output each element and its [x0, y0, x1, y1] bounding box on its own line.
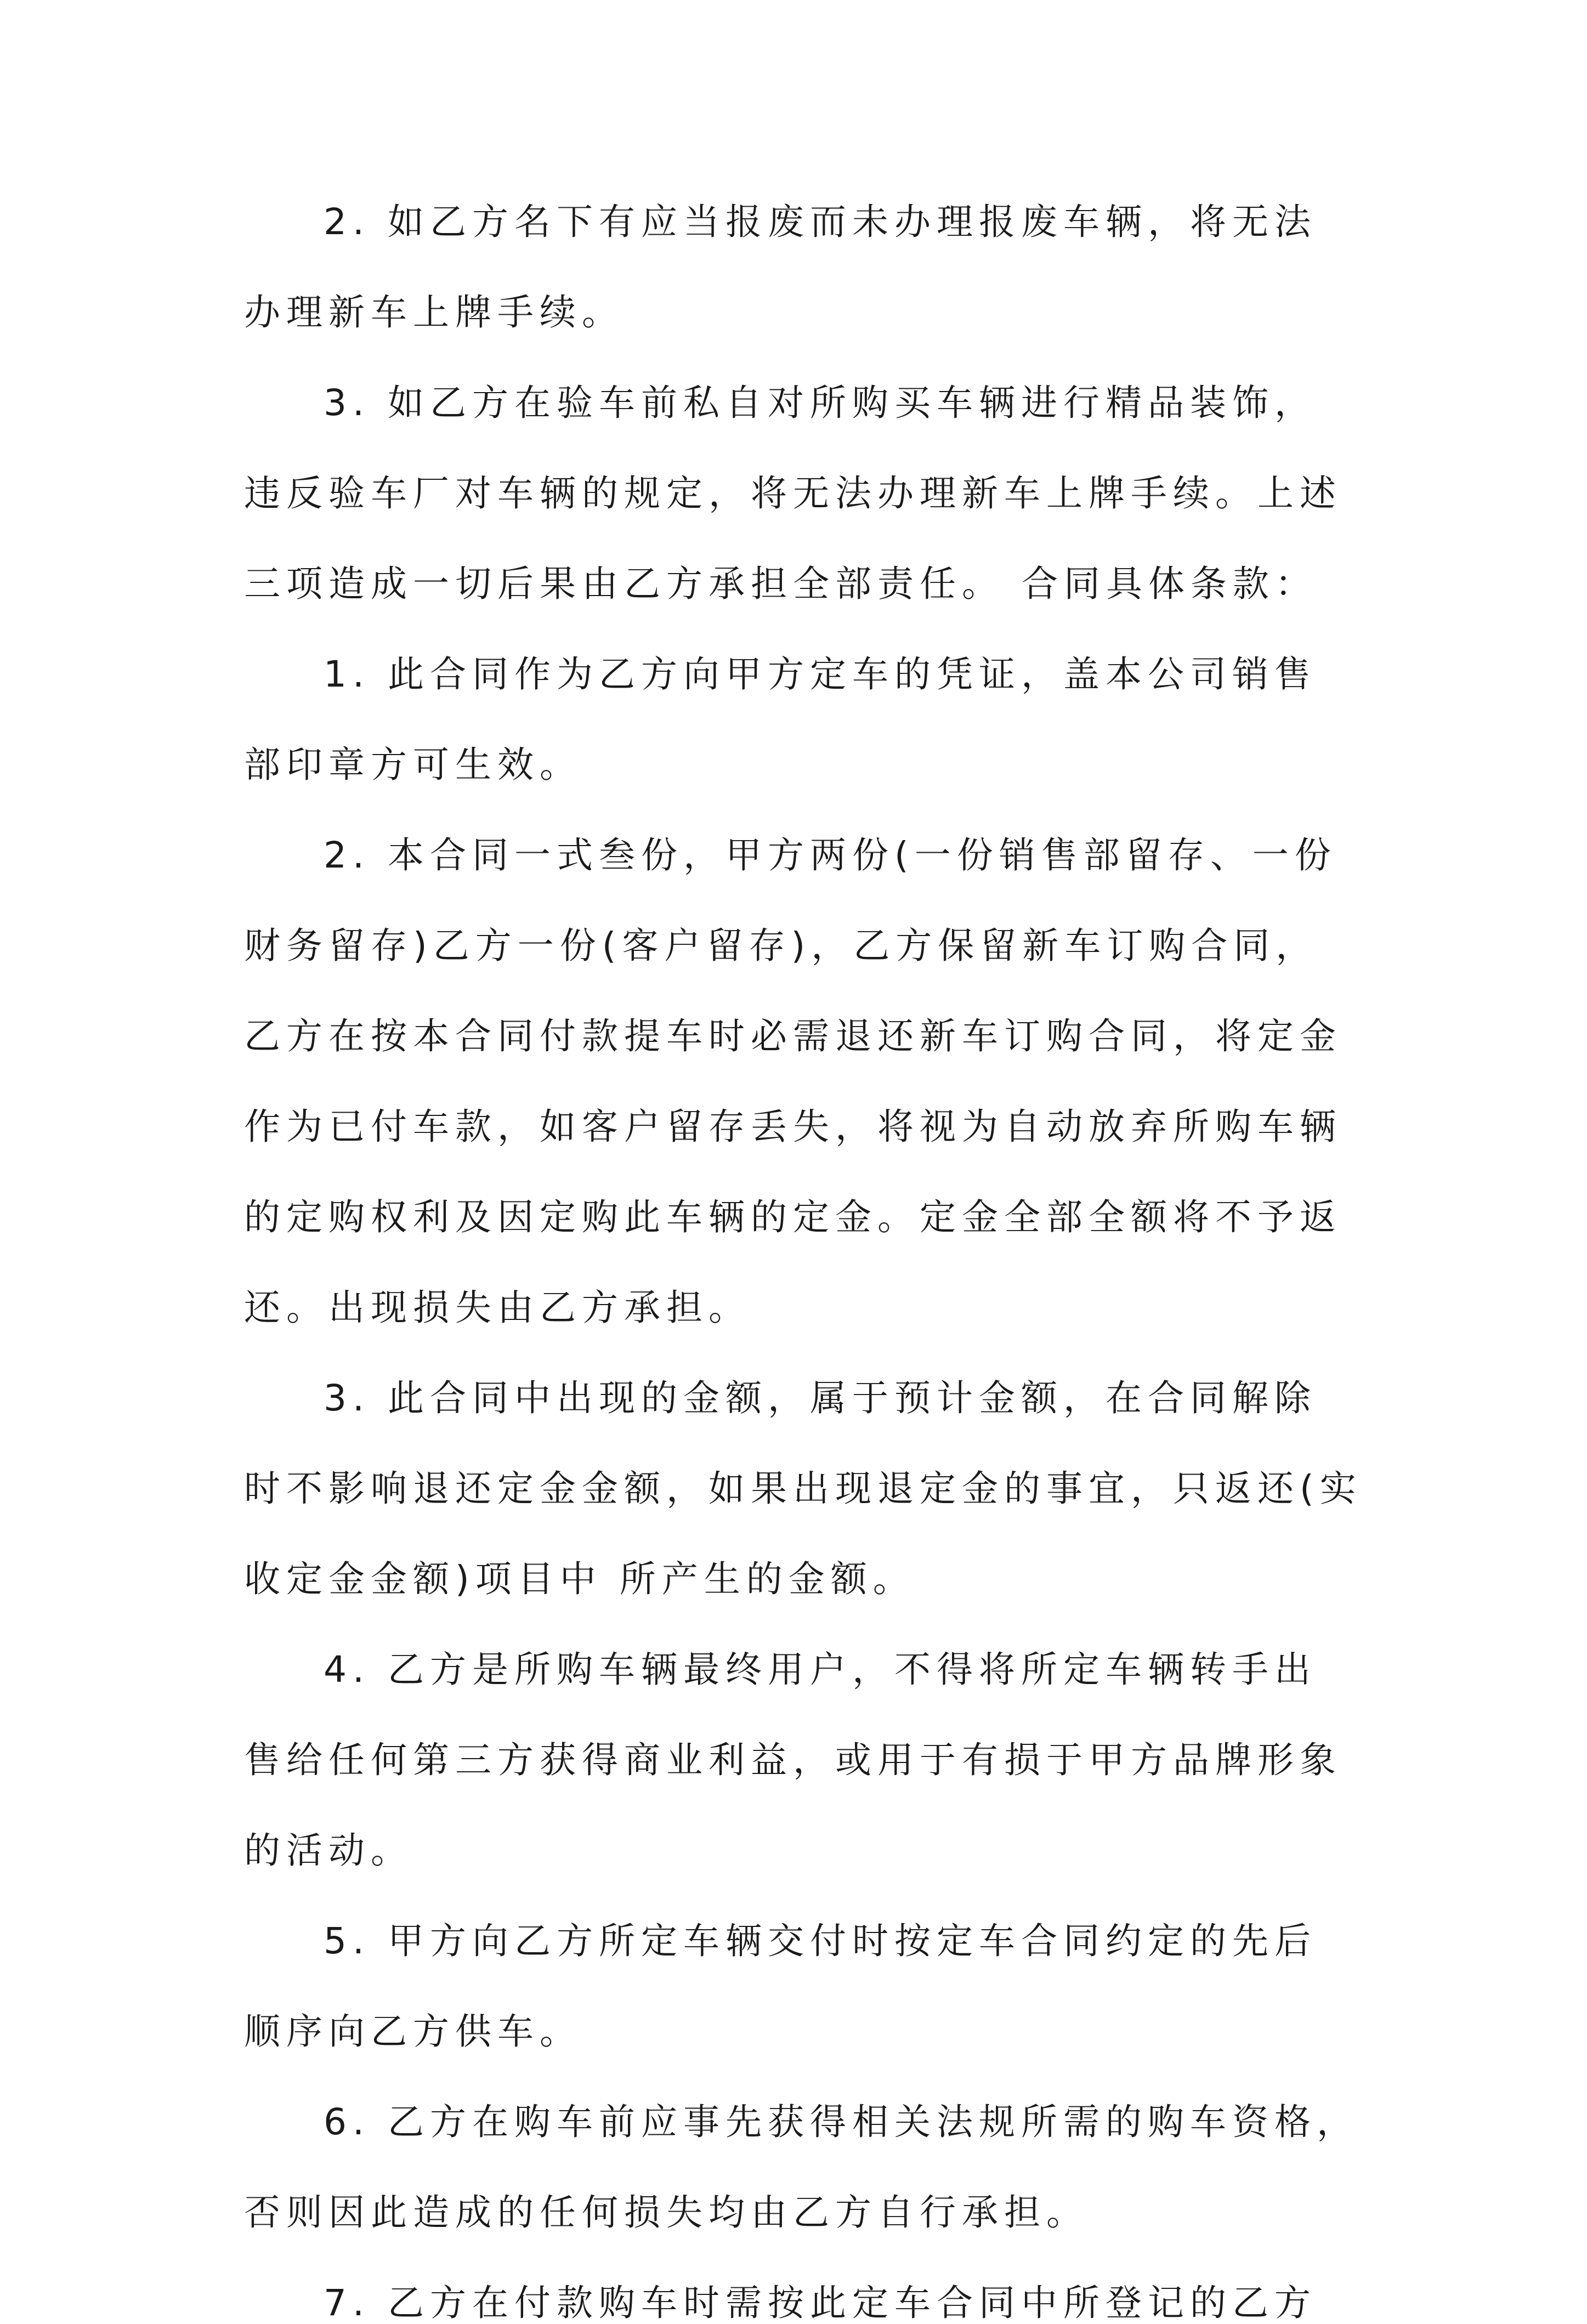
text-line-content: 1. 此合同作为乙方向甲方定车的凭证，盖本公司销售 — [324, 653, 1317, 695]
text-line-content: 7. 乙方在付款购车时需按此定车合同中所登记的乙方 — [324, 2282, 1317, 2324]
text-line-content: 收定金金额)项目中 所产生的金额。 — [244, 1558, 915, 1600]
text-line-content: 的定购权利及因定购此车辆的定金。定金全部全额将不予返 — [244, 1196, 1342, 1238]
text-line-content: 3. 如乙方在验车前私自对所购买车辆进行精品装饰， — [324, 382, 1317, 424]
text-line-content: 2. 本合同一式叁份，甲方两份(一份销售部留存、一份 — [324, 834, 1337, 876]
text-line-content: 4. 乙方是所购车辆最终用户，不得将所定车辆转手出 — [324, 1648, 1317, 1691]
text-line-content: 办理新车上牌手续。 — [244, 291, 624, 333]
text-line-content: 的活动。 — [244, 1829, 413, 1872]
text-line-content: 作为已付车款，如客户留存丢失，将视为自动放弃所购车辆 — [244, 1106, 1342, 1148]
text-line-content: 5. 甲方向乙方所定车辆交付时按定车合同约定的先后 — [324, 1920, 1317, 1962]
text-line-content: 还。出现损失由乙方承担。 — [244, 1286, 751, 1329]
text-line-content: 部印章方可生效。 — [244, 744, 582, 786]
text-line-content: 2. 如乙方名下有应当报废而未办理报废车辆，将无法 — [324, 201, 1317, 243]
text-line-content: 乙方在按本合同付款提车时必需退还新车订购合同，将定金 — [244, 1015, 1342, 1057]
text-line-content: 6. 乙方在购车前应事先获得相关法规所需的购车资格， — [324, 2101, 1359, 2143]
text-line-content: 时不影响退还定金金额，如果出现退定金的事宜，只返还(实 — [244, 1467, 1362, 1510]
text-line-content: 3. 此合同中出现的金额，属于预计金额，在合同解除 — [324, 1377, 1317, 1419]
text-line-content: 违反验车厂对车辆的规定，将无法办理新车上牌手续。上述 — [244, 472, 1342, 514]
text-line-content: 售给任何第三方获得商业利益，或用于有损于甲方品牌形象 — [244, 1739, 1342, 1781]
text-line-content: 三项造成一切后果由乙方承担全部责任。 合同具体条款： — [244, 563, 1317, 605]
text-line-content: 财务留存)乙方一份(客户留存)，乙方保留新车订购合同， — [244, 925, 1318, 967]
text-line-content: 顺序向乙方供车。 — [244, 2010, 582, 2053]
text-line-content: 否则因此造成的任何损失均由乙方自行承担。 — [244, 2191, 1089, 2234]
